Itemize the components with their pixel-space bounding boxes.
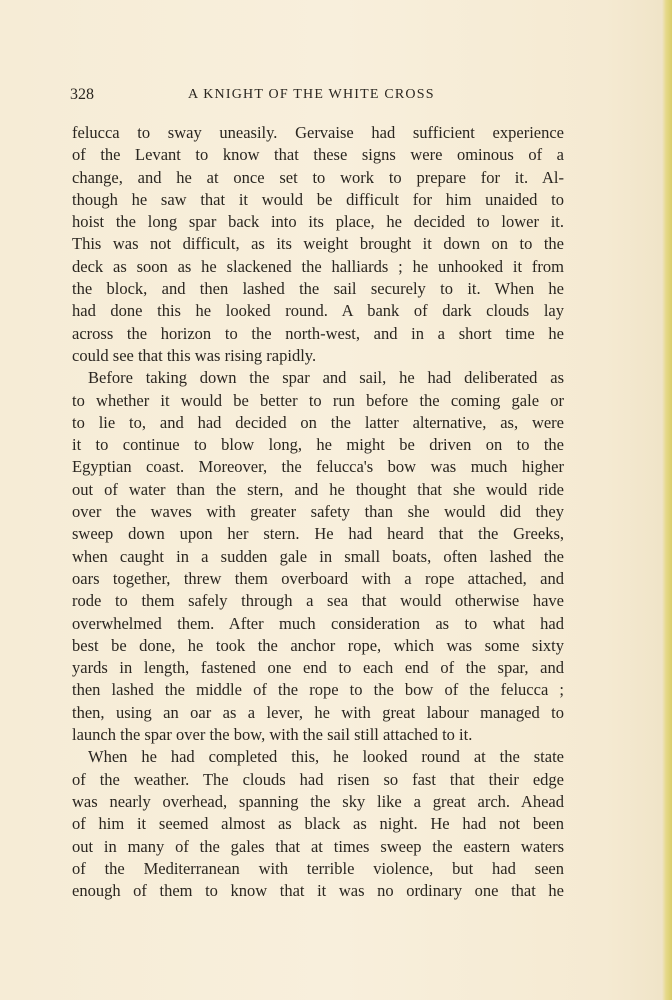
- text-line: had done this he looked round. A bank of dark clouds lay: [72, 301, 564, 321]
- text-line: rode to them safely through a sea that would otherwise have: [72, 591, 564, 611]
- text-line: when caught in a sudden gale in small boats, often lashed the: [72, 546, 564, 566]
- page-header: [70, 86, 570, 108]
- text-line: enough of them to know that it was no ordinary one that he: [72, 881, 564, 901]
- text-line: to lie to, and had decided on the latter alternative, as, were: [72, 412, 564, 432]
- page-edge: [662, 0, 672, 1000]
- text-line: Egyptian coast. Moreover, the felucca's bow was much higher: [72, 457, 564, 477]
- text-line: was nearly overhead, spanning the sky like a great arch. Ahead: [72, 791, 564, 811]
- text-line: hoist the long spar back into its place, he decided to lower it.: [72, 212, 564, 232]
- text-line: it to continue to blow long, he might be driven on to the: [72, 435, 564, 455]
- page-number: 328: [70, 86, 94, 103]
- text-line: the block, and then lashed the sail securely to it. When he: [72, 279, 564, 299]
- text-line: could see that this was rising rapidly.: [72, 345, 317, 365]
- text-line: When he had completed this, he looked round at the state: [88, 747, 564, 767]
- text-line: best be done, he took the anchor rope, which was some sixty: [72, 635, 564, 655]
- text-line: This was not difficult, as its weight brought it down on to the: [72, 234, 564, 254]
- text-line: deck as soon as he slackened the halliards ; he unhooked it from: [72, 256, 564, 276]
- text-line: felucca to sway uneasily. Gervaise had sufficient experience: [72, 123, 564, 142]
- text-line: of the Mediterranean with terrible violence, but had seen: [72, 858, 564, 878]
- text-line: launch the spar over the bow, with the sail still attached to it.: [72, 725, 473, 745]
- text-line: across the horizon to the north-west, and in a short time he: [72, 323, 564, 343]
- text-line: over the waves with greater safety than she would did they: [72, 502, 564, 522]
- body-text: [72, 122, 564, 902]
- text-line: of the Levant to know that these signs were ominous of a: [72, 145, 564, 165]
- text-line: yards in length, fastened one end to each end of the spar, and: [72, 658, 564, 678]
- text-line: out in many of the gales that at times sweep the eastern waters: [72, 836, 564, 856]
- text-line: then, using an oar as a lever, he with great labour managed to: [72, 702, 564, 722]
- text-line: of him it seemed almost as black as night. He had not been: [72, 814, 564, 834]
- text-line: overwhelmed them. After much consideration as to what had: [72, 613, 564, 633]
- text-line: Before taking down the spar and sail, he had deliberated as: [88, 368, 564, 388]
- text-line: out of water than the stern, and he thought that she would ride: [72, 479, 564, 499]
- text-line: then lashed the middle of the rope to the bow of the felucca ;: [72, 680, 564, 700]
- text-line: though he saw that it would be difficult for him unaided to: [72, 189, 564, 209]
- text-line: oars together, threw them overboard with a rope attached, and: [72, 568, 564, 588]
- running-title: A KNIGHT OF THE WHITE CROSS: [188, 87, 435, 102]
- text-line: change, and he at once set to work to prepare for it. Al-: [72, 167, 564, 187]
- text-line: to whether it would be better to run before the coming gale or: [72, 390, 564, 410]
- text-line: sweep down upon her stern. He had heard that the Greeks,: [72, 524, 564, 544]
- text-line: of the weather. The clouds had risen so fast that their edge: [72, 769, 564, 789]
